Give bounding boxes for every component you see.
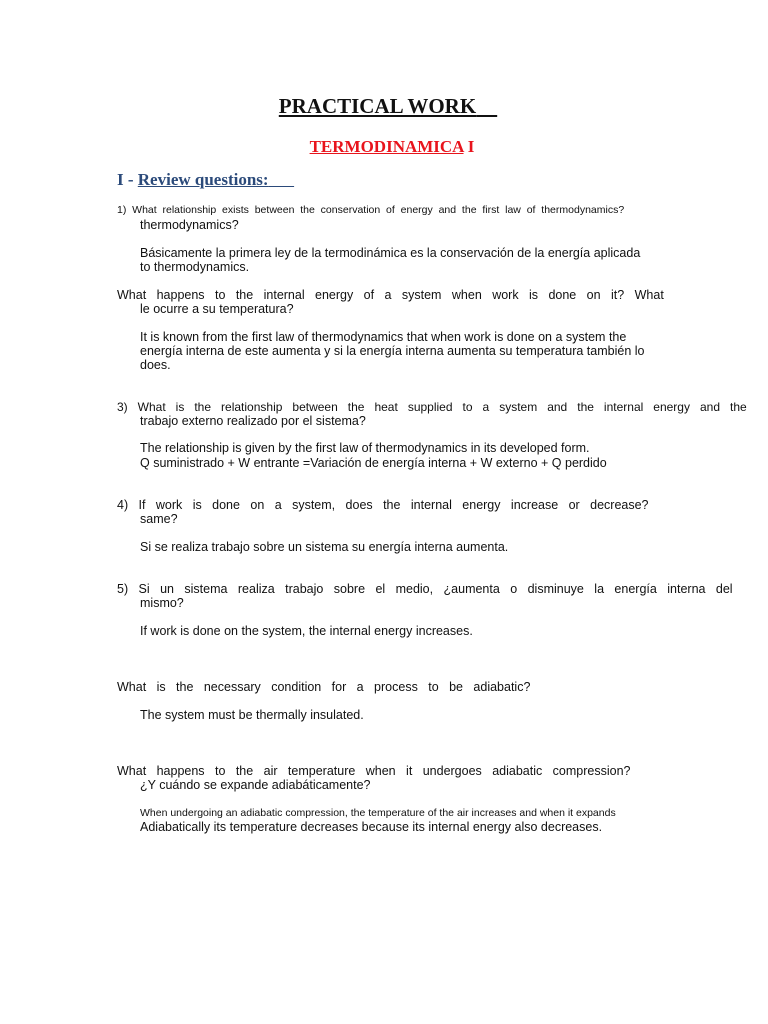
answer-2-line-2: energía interna de este aumenta y si la energía interna aumenta su temperatura también lo <box>140 344 645 358</box>
question-2-line-1: What happens to the internal energy of a system when work is done on it? What <box>117 288 664 302</box>
answer-3-line-1: The relationship is given by the first law of thermodynamics in its developed form. <box>140 441 590 455</box>
question-6-line-1: What is the necessary condition for a process to be adiabatic? <box>117 680 531 694</box>
answer-4-line-1: Si se realiza trabajo sobre un sistema su energía interna aumenta. <box>140 540 509 554</box>
question-4-line-1: 4) If work is done on a system, does the internal energy increase or decrease? <box>117 498 649 512</box>
question-1-line-2: thermodynamics? <box>140 218 239 232</box>
subtitle-rest: I <box>463 137 475 156</box>
section-label: Review questions: <box>137 170 269 189</box>
page-title <box>0 94 768 119</box>
question-2-line-2: le ocurre a su temperatura? <box>140 302 294 316</box>
question-3-line-1: 3) What is the relationship between the heat supplied to a system and the internal energy and the <box>117 400 747 414</box>
question-1-line-1: 1) What relationship exists between the conservation of energy and the first law of thermodynamics? <box>117 204 625 216</box>
question-7-line-1: What happens to the air temperature when it undergoes adiabatic compression? <box>117 764 631 778</box>
answer-3-line-2: Q suministrado + W entrante =Variación de energía interna + W externo + Q perdido <box>140 456 607 470</box>
answer-1-line-2: to thermodynamics. <box>140 260 250 274</box>
question-3-line-2: trabajo externo realizado por el sistema? <box>140 414 366 428</box>
section-heading <box>117 170 294 190</box>
question-5-line-2: mismo? <box>140 596 184 610</box>
answer-1-line-1: Básicamente la primera ley de la termodinámica es la conservación de la energía aplicada <box>140 246 641 260</box>
answer-6-line-1: The system must be thermally insulated. <box>140 708 364 722</box>
question-4-line-2: same? <box>140 512 178 526</box>
section-prefix: I - <box>117 170 138 189</box>
page-title-text: PRACTICAL WORK <box>278 94 477 118</box>
subtitle-underlined: TERMODINAMICA <box>309 137 464 156</box>
answer-2-line-3: does. <box>140 358 171 372</box>
answer-7-line-1: When undergoing an adiabatic compression, the temperature of the air increases and when it expands <box>140 807 616 819</box>
answer-5-line-1: If work is done on the system, the internal energy increases. <box>140 624 473 638</box>
question-7-line-2: ¿Y cuándo se expande adiabáticamente? <box>140 778 371 792</box>
answer-2-line-1: It is known from the first law of thermodynamics that when work is done on a system the <box>140 330 627 344</box>
page-subtitle <box>0 137 768 157</box>
answer-7-line-2: Adiabatically its temperature decreases because its internal energy also decreases. <box>140 820 603 834</box>
question-5-line-1: 5) Si un sistema realiza trabajo sobre el medio, ¿aumenta o disminuye la energía interna del <box>117 582 733 596</box>
